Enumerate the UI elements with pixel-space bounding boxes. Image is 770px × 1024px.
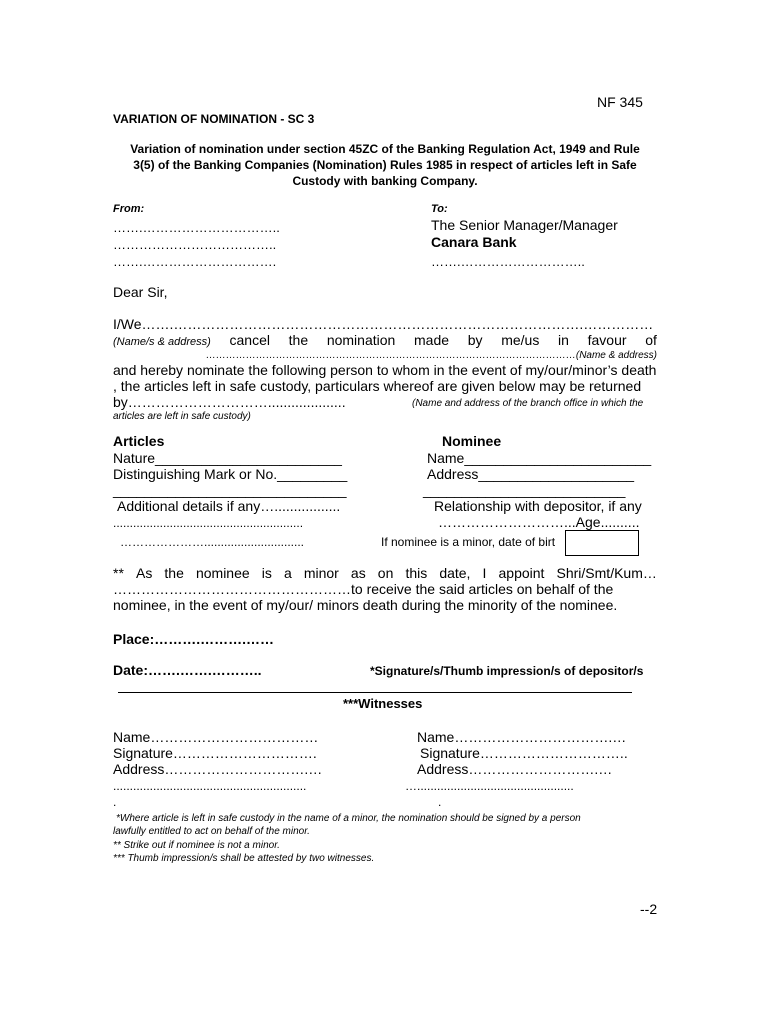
previous-nominee-line[interactable]: …………………………………………………………………………………………………(Name & address) [205, 350, 657, 361]
cancel-word: favour [587, 332, 627, 348]
witness-1-dot: . [113, 795, 117, 809]
form-code: NF 345 [597, 94, 643, 110]
date-field[interactable]: Date:…….…….……….. [113, 662, 262, 678]
branch-hint-2: articles are left in safe custody) [113, 411, 251, 422]
appoint-word: the [164, 565, 184, 581]
footnote: ** Strike out if nominee is not a minor. [113, 840, 280, 851]
witness-1-signature[interactable]: Signature…………………………. [113, 745, 317, 761]
from-label: From: [113, 203, 145, 215]
salutation: Dear Sir, [113, 284, 168, 300]
footnote: lawfully entitled to act on behalf of the minor. [113, 826, 310, 837]
appoint-word: minor [303, 565, 339, 581]
form-title: VARIATION OF NOMINATION - SC 3 [113, 112, 315, 126]
witness-2-dots[interactable]: …............................................... [405, 779, 574, 793]
nominee-age-field[interactable]: ………………………...Age.......... [438, 514, 640, 530]
appoint-line-3: nominee, in the event of my/our/ minors death during the minority of the nominee. [113, 597, 618, 613]
intro-line: 3(5) of the Banking Companies (Nomination) Rules 1985 in respect of articles left in Safe [133, 158, 637, 172]
signature-label: *Signature/s/Thumb impression/s of depositor/s [370, 664, 644, 678]
article-mark-field[interactable]: Distinguishing Mark or No._________ [113, 466, 348, 482]
appoint-word: appoint [498, 565, 545, 581]
to-branch-line[interactable]: …….……………………….. [431, 254, 585, 269]
appoint-word: nominee [195, 565, 250, 581]
iwe-line[interactable]: I/We…….…………………………………………………………………………….…………… [113, 316, 654, 332]
witness-1-dots[interactable]: .......................................................... [113, 779, 307, 793]
cancel-word: the [288, 332, 309, 348]
appoint-word: a [283, 565, 292, 581]
by-line[interactable]: by………………………….................... [113, 394, 346, 410]
from-line[interactable]: …….…………………………. [113, 254, 277, 269]
witness-2-signature[interactable]: Signature………………………….. [420, 745, 628, 761]
place-field[interactable]: Place:……….……….…… [113, 631, 275, 647]
appoint-word: date, [439, 565, 471, 581]
articles-heading: Articles [113, 433, 165, 449]
nominee-name-field[interactable]: Name________________________ [427, 450, 652, 466]
appoint-line-1 [113, 565, 657, 581]
branch-hint: (Name and address of the branch office in which the [412, 398, 644, 409]
cancel-nomination-line [113, 332, 657, 348]
footnote: *** Thumb impression/s shall be attested by two witnesses. [113, 853, 375, 864]
cancel-word: in [558, 332, 569, 348]
article-underline[interactable]: ______________________________ [113, 482, 347, 498]
article-dots-line[interactable]: ………………….............................. [120, 535, 305, 549]
nominate-line-b: , the articles left in safe custody, particulars whereof are given below may be returned [113, 378, 642, 394]
to-bank-name: Canara Bank [431, 234, 517, 250]
witnesses-heading: ***Witnesses [343, 696, 423, 711]
signature-rule [118, 692, 632, 693]
cancel-word: made [414, 332, 450, 348]
appoint-word: this [405, 565, 428, 581]
cancel-word: by [467, 332, 483, 348]
cancel-word: cancel [229, 332, 270, 348]
to-label: To: [431, 203, 448, 215]
cancel-word: of [645, 332, 657, 348]
article-nature-field[interactable]: Nature________________________ [113, 450, 342, 466]
intro-line: Variation of nomination under section 45ZC of the Banking Regulation Act, 1949 and Rule [130, 142, 640, 156]
footnote: *Where article is left in safe custody in the name of a minor, the nomination should be signed by a person [116, 813, 581, 824]
article-dots-line[interactable]: ......................................................... [113, 516, 304, 530]
cancel-word: me/us [501, 332, 540, 348]
witness-2-address[interactable]: Address……………………….… [417, 761, 613, 777]
article-additional-details[interactable]: Additional details if any…................. [117, 498, 341, 514]
nominee-address-field[interactable]: Address____________________ [427, 466, 635, 482]
witness-1-address[interactable]: Address………………………….… [113, 761, 323, 777]
page-marker: --2 [640, 901, 658, 917]
appoint-word: I [482, 565, 487, 581]
nominee-dob-box[interactable] [565, 530, 639, 556]
appoint-word: As [135, 565, 153, 581]
appoint-word: is [261, 565, 272, 581]
appoint-line-2[interactable]: ……………………………………………to receive the said articles on behalf of the [113, 581, 614, 597]
appoint-word: as [350, 565, 366, 581]
from-line[interactable]: …….………………………….. [113, 220, 280, 235]
nominee-minor-dob-label: If nominee is a minor, date of birt [381, 535, 556, 549]
cancel-word: nomination [326, 332, 396, 348]
intro-paragraph [100, 141, 670, 189]
appoint-word: on [377, 565, 394, 581]
witness-2-name[interactable]: Name…………………………….… [417, 729, 627, 745]
name-address-hint: (Name/s & address) [113, 336, 211, 348]
witness-2-dot: . [438, 795, 442, 809]
nominate-line-a: and hereby nominate the following person to whom in the event of my/our/minor’s death [113, 362, 657, 378]
nominee-underline[interactable]: __________________________ [423, 482, 626, 498]
witness-1-name[interactable]: Name……………………………… [113, 729, 319, 745]
appoint-word: ** [113, 565, 124, 581]
to-recipient: The Senior Manager/Manager [431, 217, 618, 233]
nominee-heading: Nominee [442, 433, 502, 449]
from-line[interactable]: ……………………………….. [113, 237, 277, 252]
nominee-relationship[interactable]: Relationship with depositor, if any [434, 498, 642, 514]
intro-line: Custody with banking Company. [292, 174, 478, 188]
appoint-word: Shri/Smt/Kum… [556, 565, 657, 581]
